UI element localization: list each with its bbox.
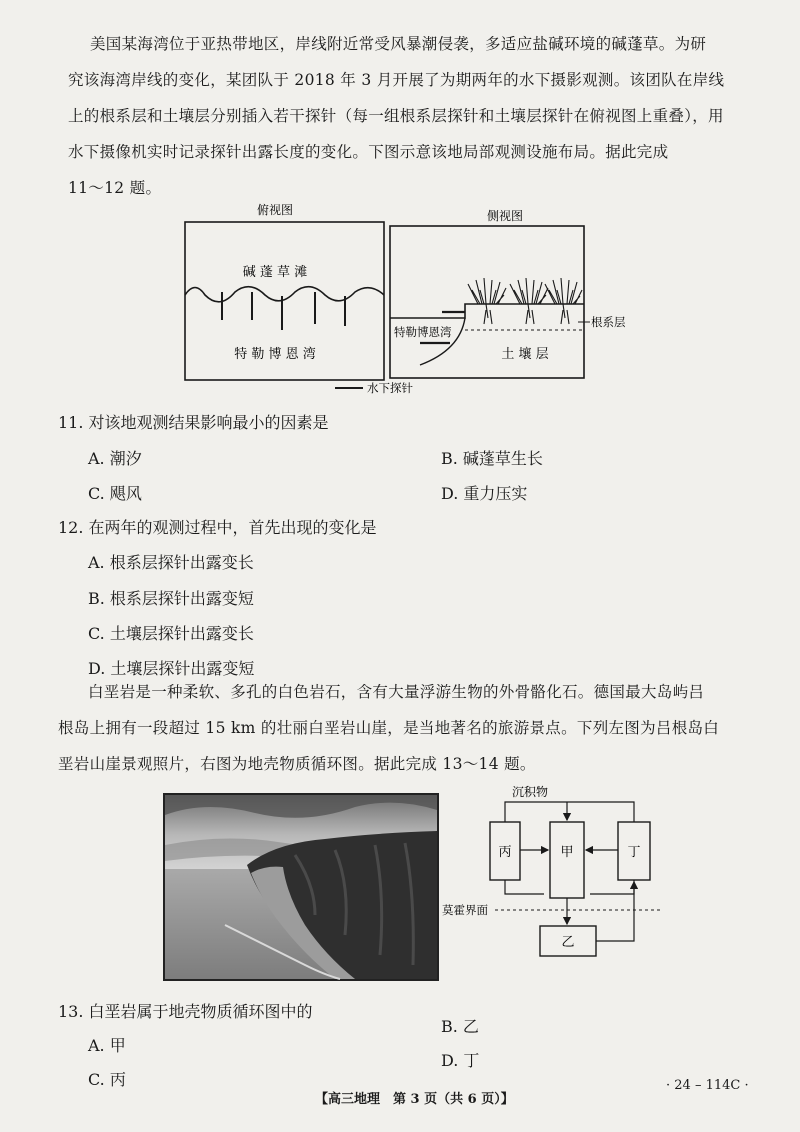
side-view-bay-label: 特勒博恩湾 (394, 325, 452, 339)
question-11-option-b[interactable]: B. 碱蓬草生长 (441, 449, 543, 468)
moho-label: 莫霍界面 (442, 903, 488, 917)
question-13-option-b[interactable]: B. 乙 (441, 1017, 479, 1036)
chalk-cliff-photo (163, 793, 439, 981)
passage-1-line: 水下摄像机实时记录探针出露长度的变化。下图示意该地局部观测设施布局。据此完成 (68, 143, 669, 161)
page-footer-label: 【高三地理 第 3 页（共 6 页）】 (315, 1092, 514, 1107)
arrow-ding-down (590, 880, 634, 894)
arrow-sediment-loop (505, 802, 634, 822)
question-12-option-a[interactable]: A. 根系层探针出露变长 (88, 553, 254, 572)
question-12-option-b[interactable]: B. 根系层探针出露变短 (88, 589, 254, 608)
question-13-option-d[interactable]: D. 丁 (441, 1051, 480, 1070)
question-13-option-c[interactable]: C. 丙 (88, 1070, 126, 1089)
label-jia: 甲 (560, 845, 574, 860)
passage-1-line: 11～12 题。 (68, 179, 162, 197)
question-11-option-c[interactable]: C. 飓风 (88, 484, 142, 503)
figure-1-top-view-title: 俯视图 (256, 203, 294, 217)
side-view-root-label: 根系层 (591, 315, 626, 329)
question-13-stem: 13. 白垩岩属于地壳物质循环图中的 (58, 1002, 313, 1021)
box-jia (550, 822, 584, 898)
passage-2 (58, 674, 768, 782)
label-bing: 丙 (498, 845, 512, 860)
passage-1 (68, 26, 768, 206)
top-view-lower-label: 特 勒 博 恩 湾 (234, 347, 316, 362)
passage-1-line: 美国某海湾位于亚热带地区，岸线附近常受风暴潮侵袭，多适应盐碱环境的碱蓬草。为研 (90, 35, 707, 53)
passage-2-line: 垩岩山崖景观照片，右图为地壳物质循环图。据此完成 13～14 题。 (58, 755, 536, 773)
passage-1-line: 上的根系层和土壤层分别插入若干探针（每一组根系层探针和土壤层探针在俯视图上重叠），用 (68, 107, 724, 125)
question-13-option-a[interactable]: A. 甲 (88, 1036, 126, 1055)
side-view-soil-label: 土 壤 层 (501, 347, 549, 362)
arrow-bing-down (505, 880, 544, 894)
passage-1-line: 究该海湾岸线的变化，某团队于 2018 年 3 月开展了为期两年的水下摄影观测。该团队在岸线 (68, 71, 725, 89)
page-footer-code: · 24 – 114C · (666, 1078, 749, 1093)
legend-probe-label: 水下探针 (367, 381, 413, 395)
question-11-option-d[interactable]: D. 重力压实 (441, 484, 528, 503)
question-12-option-d[interactable]: D. 土壤层探针出露变短 (88, 659, 255, 678)
figure-2-rock-cycle (440, 782, 670, 962)
saltwort-grass-tufts (468, 278, 582, 324)
side-view-frame (390, 226, 584, 378)
top-view-shoreline (185, 287, 384, 302)
arrow-yi-to-ding (596, 882, 634, 941)
sediment-label: 沉积物 (512, 785, 549, 799)
grass-tuft (510, 278, 548, 324)
question-11-stem: 11. 对该地观测结果影响最小的因素是 (58, 413, 329, 432)
question-12-stem: 12. 在两年的观测过程中，首先出现的变化是 (58, 518, 377, 537)
grass-tuft (545, 278, 582, 324)
grass-tuft (468, 278, 506, 324)
question-12-option-c[interactable]: C. 土壤层探针出露变长 (88, 624, 254, 643)
label-ding: 丁 (627, 845, 641, 860)
passage-2-line: 根岛上拥有一段超过 15 km 的壮丽白垩岩山崖，是当地著名的旅游景点。下列左图为吕根岛白 (58, 719, 720, 737)
question-11-option-a[interactable]: A. 潮汐 (88, 449, 142, 468)
top-view-upper-label: 碱 蓬 草 滩 (242, 265, 308, 280)
figure-1-observation-layout (180, 200, 626, 400)
label-yi: 乙 (561, 935, 575, 950)
figure-1-side-view-title: 侧视图 (486, 209, 524, 223)
passage-2-line: 白垩岩是一种柔软、多孔的白色岩石，含有大量浮游生物的外骨骼化石。德国最大岛屿吕 (88, 683, 705, 701)
top-view-probes (222, 292, 345, 330)
